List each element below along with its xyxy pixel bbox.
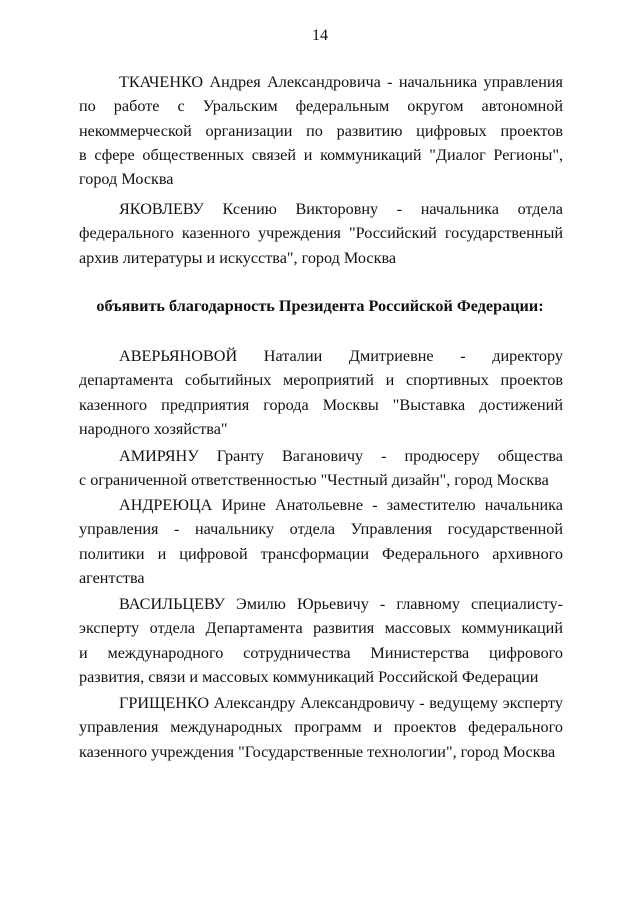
paragraph-line: ГРИЩЕНКО Александру Александровичу - ведущему эксперту [119, 694, 563, 712]
section-heading: объявить благодарность Президента Российской Федерации: [96, 297, 544, 315]
paragraph-line: и международного сотрудничества Министерства цифрового [79, 643, 563, 662]
award-paragraph-tkachenko [79, 70, 563, 191]
paragraph-line: с ограниченной ответственностью "Честный дизайн", город Москва [79, 471, 549, 490]
award-paragraph-vasiltsev [79, 592, 563, 689]
award-paragraph-averyanova [79, 344, 563, 441]
paragraph-line: департамента событийных мероприятий и спортивных проектов [79, 371, 563, 390]
paragraph-line: управления - начальнику отдела Управления государственной [79, 520, 563, 539]
paragraph-line: архив литературы и искусства", город Москва [79, 248, 397, 267]
paragraph-line: город Москва [79, 170, 174, 189]
paragraph-line: казенного предприятия города Москвы "Выставка достижений [79, 395, 563, 414]
award-paragraph-yakovleva [79, 197, 563, 270]
paragraph-line: федерального казенного учреждения "Российский государственный [79, 224, 563, 243]
paragraph-line: ЯКОВЛЕВУ Ксению Викторовну - начальника отдела [119, 200, 563, 218]
paragraph-line: агентства [79, 568, 145, 587]
paragraph-line: в сфере общественных связей и коммуникаций "Диалог Регионы", [79, 145, 563, 164]
paragraph-line: ВАСИЛЬЦЕВУ Эмилю Юрьевичу - главному специалисту- [119, 595, 563, 613]
paragraph-line: АНДРЕЮЦА Ирине Анатольевне - заместителю начальника [119, 496, 563, 514]
paragraph-line: политики и цифровой трансформации Федерального архивного [79, 544, 563, 563]
paragraph-line: АВЕРЬЯНОВОЙ Наталии Дмитриевне - директору [119, 347, 563, 365]
paragraph-line: развития, связи и массовых коммуникаций Российской Федерации [79, 667, 539, 686]
paragraph-line: ТКАЧЕНКО Андрея Александровича - начальника управления [119, 73, 563, 91]
paragraph-line: некоммерческой организации по развитию цифровых проектов [79, 121, 563, 140]
award-paragraph-amiryan [79, 444, 563, 493]
paragraph-line: управления международных программ и проектов федерального [79, 718, 563, 737]
award-paragraph-grishchenko [79, 691, 563, 764]
page-number: 14 [312, 27, 328, 44]
paragraph-line: народного хозяйства" [79, 419, 228, 438]
paragraph-line: эксперту отдела Департамента развития массовых коммуникаций [79, 619, 563, 638]
paragraph-line: казенного учреждения "Государственные технологии", город Москва [79, 742, 556, 761]
paragraph-line: АМИРЯНУ Гранту Вагановичу - продюсеру общества [119, 447, 563, 465]
award-paragraph-andreyuts [79, 493, 563, 590]
paragraph-line: по работе с Уральским федеральным округом автономной [79, 97, 563, 116]
